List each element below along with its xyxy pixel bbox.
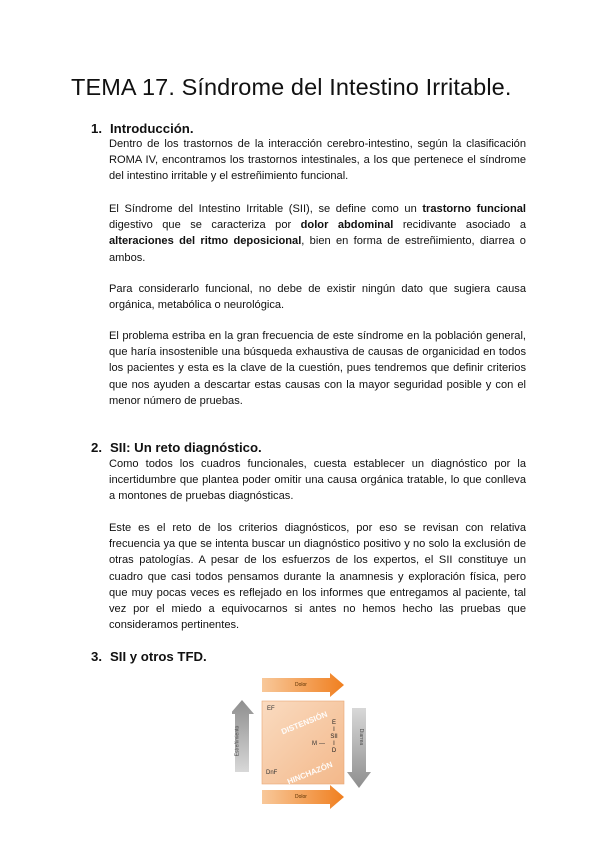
section-title: Introducción. [110, 121, 194, 136]
tfd-diagram [232, 672, 372, 812]
section-heading-reto-diagnostico [91, 440, 262, 455]
right-arrow-label: Diarrea [358, 728, 365, 746]
text-run: , bien en forma de estreñimiento, diarrea o ambos. [109, 235, 526, 264]
section-number: 3. [91, 649, 102, 664]
section-number: 1. [91, 121, 102, 136]
diagram-graphics [232, 672, 372, 812]
stack-d: D [331, 748, 337, 754]
paragraph: Dentro de los trastornos de la interacción cerebro-intestino, según la clasificación ROMA IV, encontramos los trastornos intestinales, a los que pertenece el síndrome del intestino irritable y el estreñimiento funcional. [109, 138, 526, 183]
bold-term: alteraciones del ritmo deposicional [109, 235, 302, 248]
paragraph: Para considerarlo funcional, no debe de existir ningún dato que sugiera causa orgánica, metabólica o neurológica. [109, 283, 526, 312]
corner-label-dnf: DnF [266, 770, 278, 776]
section-number: 2. [91, 440, 102, 455]
page-title: TEMA 17. Síndrome del Intestino Irritable. [71, 74, 512, 100]
hinchazon-label: HINCHAZÓN [286, 760, 334, 787]
section-title: SII y otros TFD. [110, 649, 207, 664]
distension-label: DISTENSIÓN [280, 709, 329, 737]
paragraph: Este es el reto de los criterios diagnósticos, por eso se revisan con relativa frecuencia ya que se intenta buscar un diagnóstico positivo y no solo la exclusión de otras patologías. A pesar de los esfuerzos de los expertos, el SII constituye un cuadro que casi todos pensamos durante la anamnesis y exploración física, pero que muy pocas veces es reflejado en los informes que entregamos al paciente, tal vez por el miedo a equivocarnos si antes no hemos hecho las pruebas que consideramos pertinentes. [109, 522, 526, 632]
bold-term: dolor abdominal [300, 219, 394, 232]
bold-term: trastorno funcional [422, 203, 526, 215]
paragraph: Como todos los cuadros funcionales, cuesta establecer un diagnóstico por la incertidumbre que plantea poder omitir una causa orgánica tratable, lo que conlleva a montones de pruebas diagnósticas. [109, 458, 526, 503]
bottom-arrow-label: Dolor [295, 794, 307, 800]
stack-bar: I [333, 741, 335, 747]
text-run: digestivo que se caracteriza por [109, 219, 301, 232]
section-heading-introduccion [91, 121, 194, 136]
left-arrow-label: Estreñimiento [234, 725, 241, 757]
corner-label-ef: EF [267, 706, 275, 712]
center-stack [329, 720, 339, 755]
center-dash: — [319, 741, 325, 747]
text-run: El Síndrome del Intestino Irritable (SII), se define como un [109, 203, 423, 215]
section-title: SII: Un reto diagnóstico. [110, 440, 262, 455]
paragraph [109, 201, 526, 266]
right-arrow [347, 708, 371, 788]
center-m-label: M [312, 741, 317, 747]
section-heading-sii-otros-tfd [91, 649, 207, 664]
paragraph: El problema estriba en la gran frecuencia de este síndrome en la población general, que haría insostenible una búsqueda exhaustiva de causas de organicidad en todos los pacientes y esta es la clave de la cuestión, pues tendremos que definir criterios que nos ayuden a descartar estas causas con la mayor seguridad posible y con el menor número de pruebas. [109, 330, 526, 407]
text-run: recidivante asociado a [393, 219, 526, 232]
top-arrow-label: Dolor [295, 682, 307, 688]
stack-sii: SII [330, 734, 338, 740]
stack-bar: I [333, 727, 335, 733]
stack-e: E [331, 720, 336, 726]
